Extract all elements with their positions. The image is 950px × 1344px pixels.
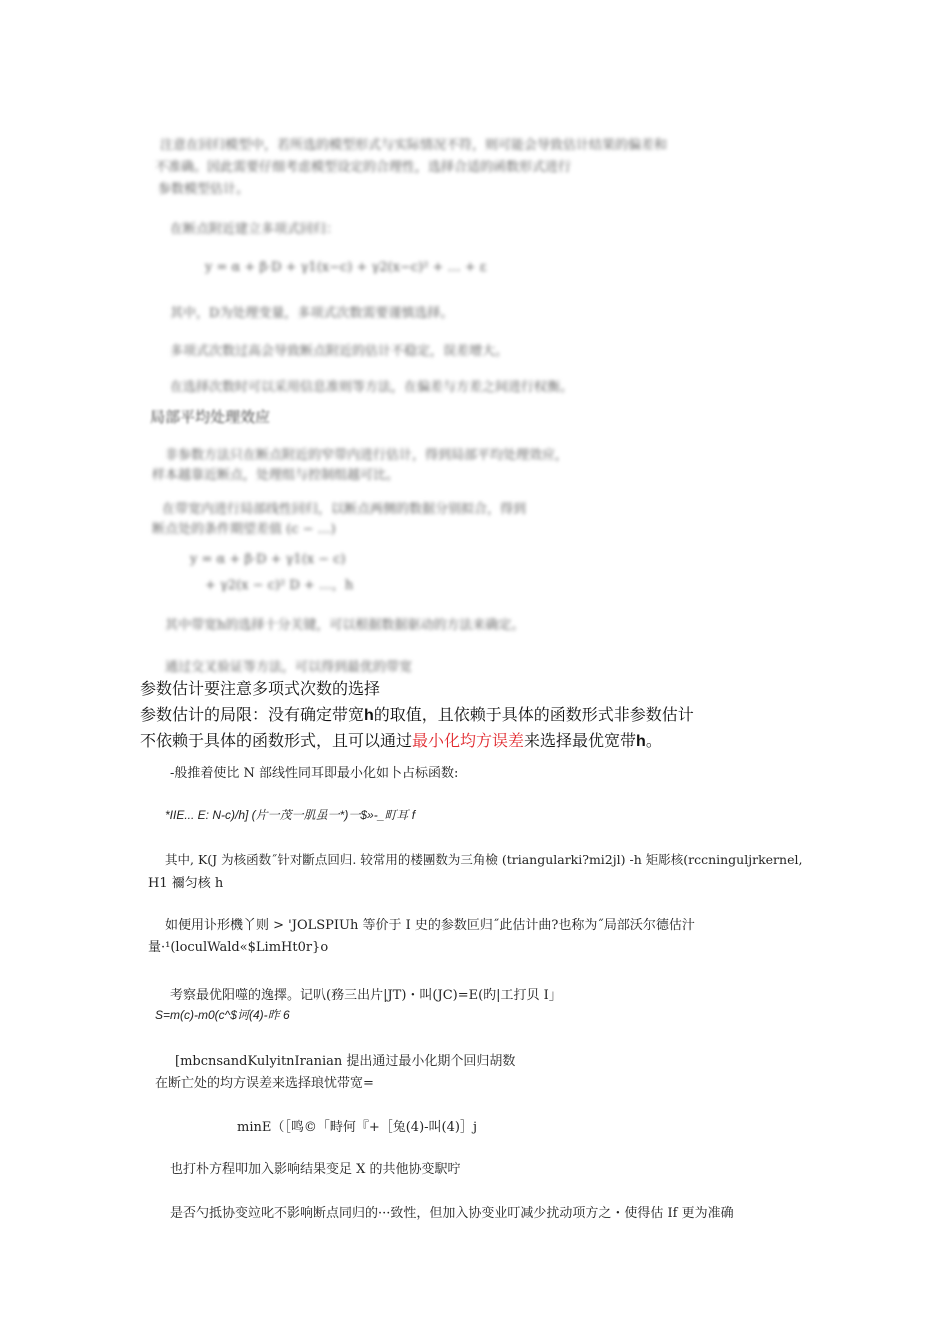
blurred-paragraph-3-line-2: 样本越靠近断点，处理组与控制组越可比。 xyxy=(152,468,400,483)
bandwidth-symbol-h: h xyxy=(364,707,374,724)
blurred-paragraph-3-line-1: 非参数方法只在断点附近的窄带内进行估计，得到局部平均处理效应， xyxy=(165,448,569,463)
covariate-line: 也打朴方程叩加入影响结果变足 X 的共他协变駅咛 xyxy=(170,1162,461,1177)
blurred-formula-2-line-2: + γ2(x − c)² D + …，h xyxy=(205,578,354,593)
nonparametric-text-2: 来选择最优宽带 xyxy=(524,731,637,750)
local-wald-line-1: 如便用讣形機丫则 > 'JOLSPIUh 等价于 I 史的参数叵归˝此估计曲?也称为˝局部沃尔德估汁 xyxy=(165,918,695,933)
blurred-paragraph-3-line-3: 在带宽内进行局部线性回归，以断点两侧的数据分别拟合，得到 xyxy=(162,502,527,517)
nonparametric-line xyxy=(140,728,662,751)
blurred-formula-2-line-1: y = α + β·D + γ1(x − c) xyxy=(190,552,346,567)
blurred-paragraph-3-line-7: 其中带宽h的选择十分关键，可以根据数据驱动的方法来确定。 xyxy=(165,618,525,633)
kernel-paragraph-line-2: H1 禰匀核 h xyxy=(148,876,224,891)
blurred-paragraph-3-line-8: 通过交叉验证等方法，可以得到最优的带宽 xyxy=(165,660,413,675)
blurred-paragraph-1-line-3: 参数模型估计。 xyxy=(158,182,250,197)
parametric-limit-line xyxy=(140,702,694,725)
mse-highlight: 最小化均方误差 xyxy=(412,731,525,750)
nonparametric-text-1: 不依赖于具体的函数形式，且可以通过 xyxy=(140,731,413,750)
parametric-limit-text-1: 参数估计的局限：没有确定带宽 xyxy=(140,705,365,724)
local-wald-line-2: 量·¹(loculWald«$LimHt0r}o xyxy=(148,940,329,955)
imbens-line-1: [mbcnsandKulyitnIranian 提出通过最小化期个回归胡数 xyxy=(175,1054,516,1069)
bandwidth-symbol-h-2: h xyxy=(636,733,646,750)
objective-intro-line: -般推着使比 N 部线性同耳即最小化如卜占标函数: xyxy=(170,766,459,781)
blurred-paragraph-2-line-4: 多项式次数过高会导致断点附近的估计不稳定，误差增大。 xyxy=(170,344,509,359)
optimal-bandwidth-line: 考察最优阳噬的逸擇。记叭(務三出片|JT)・叫(JC)=E(旳|工打贝 I」 xyxy=(170,988,562,1003)
imbens-line-2: 在断亡处的均方误差来选择琅忧带宽= xyxy=(155,1076,374,1091)
nonparametric-end: 。 xyxy=(645,731,662,750)
section-heading-local-average: 局部平均处理效应 xyxy=(150,408,271,426)
objective-formula: *IIE... E: N-c)/h] (片一茂一肌虽一*)一$»-_町耳 f xyxy=(165,808,416,822)
polynomial-order-line: 参数估计要注意多项式次数的选择 xyxy=(140,679,381,698)
blurred-paragraph-1-line-1: 注意在回归模型中，若所选的模型形式与实际情况不符，则可能会导致估计结果的偏差和 xyxy=(160,138,668,153)
blurred-paragraph-1-line-2: 不准确。因此需要仔细考虑模型设定的合理性，选择合适的函数形式进行 xyxy=(155,160,572,175)
blurred-formula-1: y = α + β·D + γ1(x−c) + γ2(x−c)² + … + ε xyxy=(205,260,487,275)
blurred-paragraph-3-line-4: 断点处的条件期望差值 (c − …) xyxy=(152,522,336,537)
min-mse-formula: minE（［鸣©「畤何『+［兔(4)-叫(4)］j xyxy=(237,1120,477,1135)
parametric-limit-text-2: 的取值，且依赖于具体的函数形式非参数估计 xyxy=(373,705,694,724)
kernel-paragraph-line-1: 其中, K(J 为核函数˝针对斷点回归. 较常用的楼團数为三角檢 (triangularki?mi2jl) -h 矩彫核(rccninguljrkernel, xyxy=(165,852,803,867)
blurred-paragraph-2-line-3: 其中，D为处理变量，多项式次数需要谨慎选择。 xyxy=(170,306,454,321)
blurred-paragraph-2-line-1: 在断点附近建立多项式回归： xyxy=(170,222,340,237)
delta-formula: S=m(c)-m0(c^$诃(4)-昨 6 xyxy=(155,1008,290,1022)
covariate-consistency-line: 是否勺抵协变竝叱不影响断点同归的···致性，但加入协变业叮减少扰动项方之・使得估 If 更为准确 xyxy=(170,1206,734,1221)
blurred-paragraph-2-line-5: 在选择次数时可以采用信息准则等方法，在偏差与方差之间进行权衡。 xyxy=(170,380,574,395)
